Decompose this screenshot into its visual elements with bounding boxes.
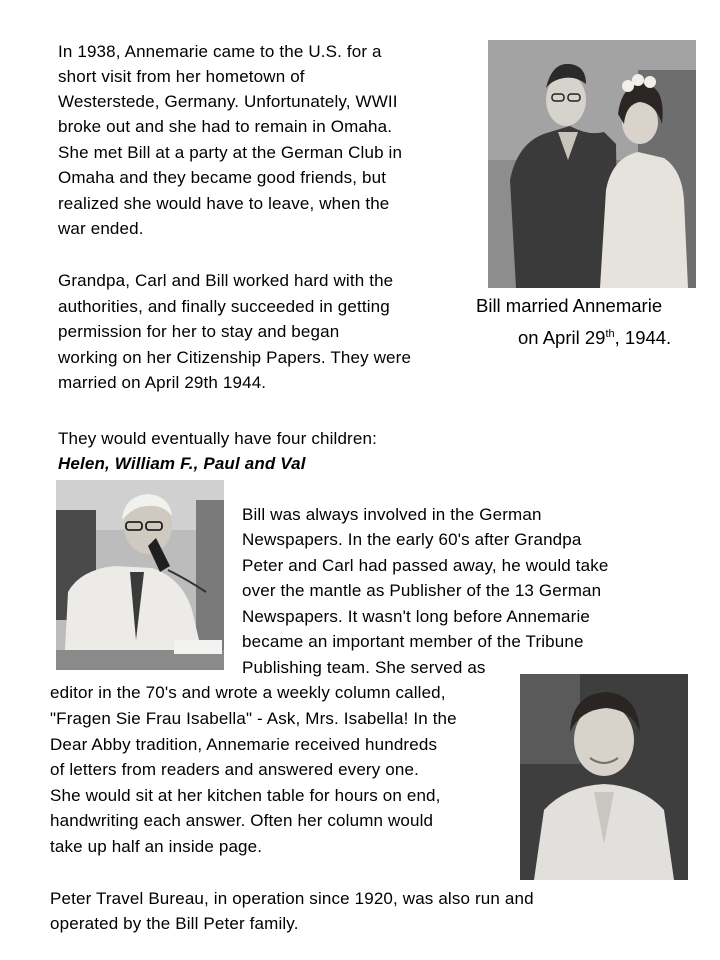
text-line: "Fragen Sie Frau Isabella" - Ask, Mrs. Isabella! In the [50,709,457,728]
photo-caption-line-2 [518,321,671,351]
children-names: Helen, William F., Paul and Val [58,454,306,473]
text-line: editor in the 70's and wrote a weekly column called, [50,683,446,702]
text-line: broke out and she had to remain in Omaha. [58,117,393,136]
text-line: of letters from readers and answered every one. [50,760,419,779]
text-line: take up half an inside page. [50,837,263,856]
text-line: realized she would have to leave, when the [58,194,390,213]
bill-phone-photo [56,480,224,670]
text-line: married on April 29th 1944. [58,373,267,392]
text-line: war ended. [58,219,144,238]
text-line: became an important member of the Tribune [242,632,584,651]
wedding-photo [488,40,696,288]
text-line: working on her Citizenship Papers. They were [58,348,412,367]
text-line: She met Bill at a party at the German Club in [58,143,403,162]
text-line: Peter Travel Bureau, in operation since 1920, was also run and [50,889,534,908]
text-line: over the mantle as Publisher of the 13 German [242,581,602,600]
text-line: permission for her to stay and began [58,322,340,341]
text-line: Grandpa, Carl and Bill worked hard with the [58,271,394,290]
text-line: handwriting each answer. Often her column would [50,811,434,830]
caption-year: , 1944. [614,327,672,349]
text-line: Dear Abby tradition, Annemarie received hundreds [50,735,438,754]
text-line: short visit from her hometown of [58,67,305,86]
text-line: Westerstede, Germany. Unfortunately, WWII [58,92,398,111]
text-line: Peter and Carl had passed away, he would take [242,556,609,575]
text-line: Newspapers. It wasn't long before Annemarie [242,607,590,626]
text-line: Newspapers. In the early 60's after Grandpa [242,530,582,549]
annemarie-portrait [520,674,688,880]
text-line: She would sit at her kitchen table for hours on end, [50,786,441,805]
text-line: Omaha and they became good friends, but [58,168,387,187]
text-line: Bill was always involved in the German [242,505,542,524]
caption-date: on April 29 [518,327,606,349]
text-line: In 1938, Annemarie came to the U.S. for a [58,42,382,61]
text-line: authorities, and finally succeeded in getting [58,297,390,316]
caption-ordinal: th [605,328,615,340]
photo-caption-line-1: Bill married Annemarie [476,295,663,316]
text-line: Publishing team. She served as [242,658,486,677]
text-line: They would eventually have four children: [58,429,377,448]
text-line: operated by the Bill Peter family. [50,914,299,933]
